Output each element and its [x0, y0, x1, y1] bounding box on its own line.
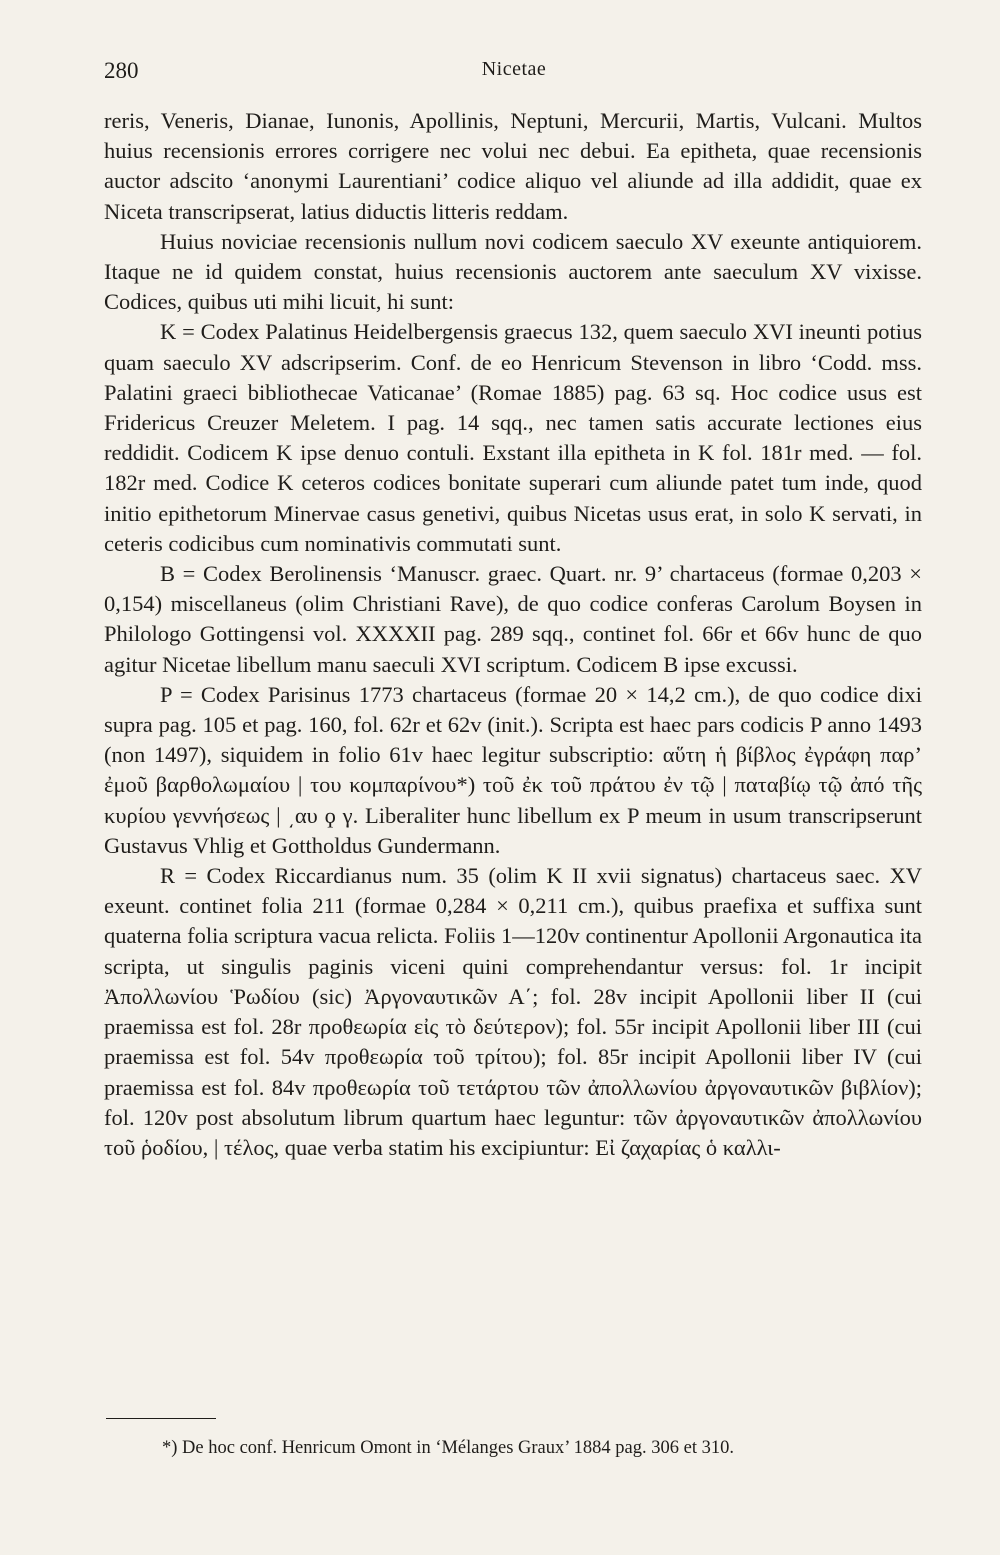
- footnote: *) De hoc conf. Henricum Omont in ‘Mélanges Graux’ 1884 pag. 306 et 310.: [162, 1438, 734, 1458]
- paragraph-codex-b: B = Codex Berolinensis ‘Manuscr. graec. Quart. nr. 9’ chartaceus (formae 0,203 × 0,154) miscellaneus (olim Christiani Rave), de quo codice conferas Carolum Boysen in Philologo Gottingensi vol. XXXXII pag. 289 sqq., continet fol. 66r et 66v hunc de quo agitur Nicetae libellum manu saeculi XVI scriptum. Codicem B ipse excussi.: [104, 561, 922, 677]
- paragraph-codex-k: K = Codex Palatinus Heidelbergensis graecus 132, quem saeculo XVI ineunti potius quam saeculo XV adscripserim. Conf. de eo Henricum Stevenson in libro ‘Codd. mss. Palatini graeci bibliothecae Vaticanae’ (Romae 1885) pag. 63 sq. Hoc codice usus est Fridericus Creuzer Meletem. I pag. 14 sqq., nec tamen satis accurate lectiones eius reddidit. Codicem K ipse denuo contuli. Exstant illa epitheta in K fol. 181r med. — fol. 182r med. Codice K ceteros codices bonitate superari cum aliunde patet tum inde, quod initio epithetorum Minervae casus genetivi, quibus Nicetas usus erat, in solo K servati, in ceteris codicibus cum nominativis commutati sunt.: [104, 319, 922, 556]
- footnote-divider: [106, 1418, 216, 1419]
- paragraph-2: Huius noviciae recensionis nullum novi codicem saeculo XV exeunte antiquiorem. Itaque ne id quidem constat, huius recensionis auctorem ante saeculum XV vixisse. Codices, quibus uti mihi licuit, hi sunt:: [104, 228, 922, 315]
- paragraph-codex-r: R = Codex Riccardianus num. 35 (olim K II xvii signatus) chartaceus saec. XV exeunt. continet folia 211 (formae 0,284 × 0,211 cm.), quibus praefixa et suffixa sunt quaterna folia scriptura vacua relicta. Foliis 1—120v continentur Apollonii Argonautica ita scripta, ut singulis paginis viceni quini comprehendantur versus: fol. 1r incipit Ἀπολλωνίου Ῥωδίου (sic) Ἀργοναυτικῶν Α΄; fol. 28v incipit Apollonii liber II (cui praemissa est fol. 28r προθεωρία εἰς τὸ δεύτερον); fol. 55r incipit Apollonii liber III (cui praemissa est fol. 54v προθεωρία τοῦ τρίτου); fol. 85r incipit Apollonii liber IV (cui praemissa est fol. 84v προθεωρία τοῦ τετάρτου τῶν ἀπολλωνίου ἀργοναυτικῶν βιβλίον); fol. 120v post absolutum librum quartum haec leguntur: τῶν ἀργοναυτικῶν ἀπολλωνίου τοῦ ῥοδίου, | τέλος, quae verba statim his excipiuntur: Εἰ ζαχαρίας ὁ καλλι-: [104, 863, 922, 1160]
- paragraph-codex-p: P = Codex Parisinus 1773 chartaceus (formae 20 × 14,2 cm.), de quo codice dixi supra pag. 105 et pag. 160, fol. 62r et 62v (init.). Scripta est haec pars codicis P anno 1493 (non 1497), siquidem in folio 61v haec legitur subscriptio: αὕτη ἡ βίβλος ἐγράφη παρ’ ἐμοῦ βαρθολωμαίου | του κομπαρίνου*) τοῦ ἐκ τοῦ πράτου ἐν τῷ | παταβίῳ τῷ ἀπό τῆς κυρίου γεννήσεως | ͵αυ ϙ γ. Liberaliter hunc libellum ex P meum in usum transcripserunt Gustavus Vhlig et Gottholdus Gundermann.: [104, 681, 922, 858]
- page-number: 280: [104, 58, 139, 83]
- paragraph-1: reris, Veneris, Dianae, Iunonis, Apollinis, Neptuni, Mercurii, Martis, Vulcani. Multos huius recensionis errores corrigere nec volui nec debui. Ea epitheta, quae recensionis auctor adscito ‘anonymi Laurentiani’ codice aliquo vel aliunde ad illa addidit, quae ex Niceta transcripserat, latius diductis litteris reddam.: [104, 108, 922, 224]
- running-head: Nicetae: [481, 58, 547, 80]
- body-text: [104, 106, 922, 1163]
- page-header: [104, 58, 924, 88]
